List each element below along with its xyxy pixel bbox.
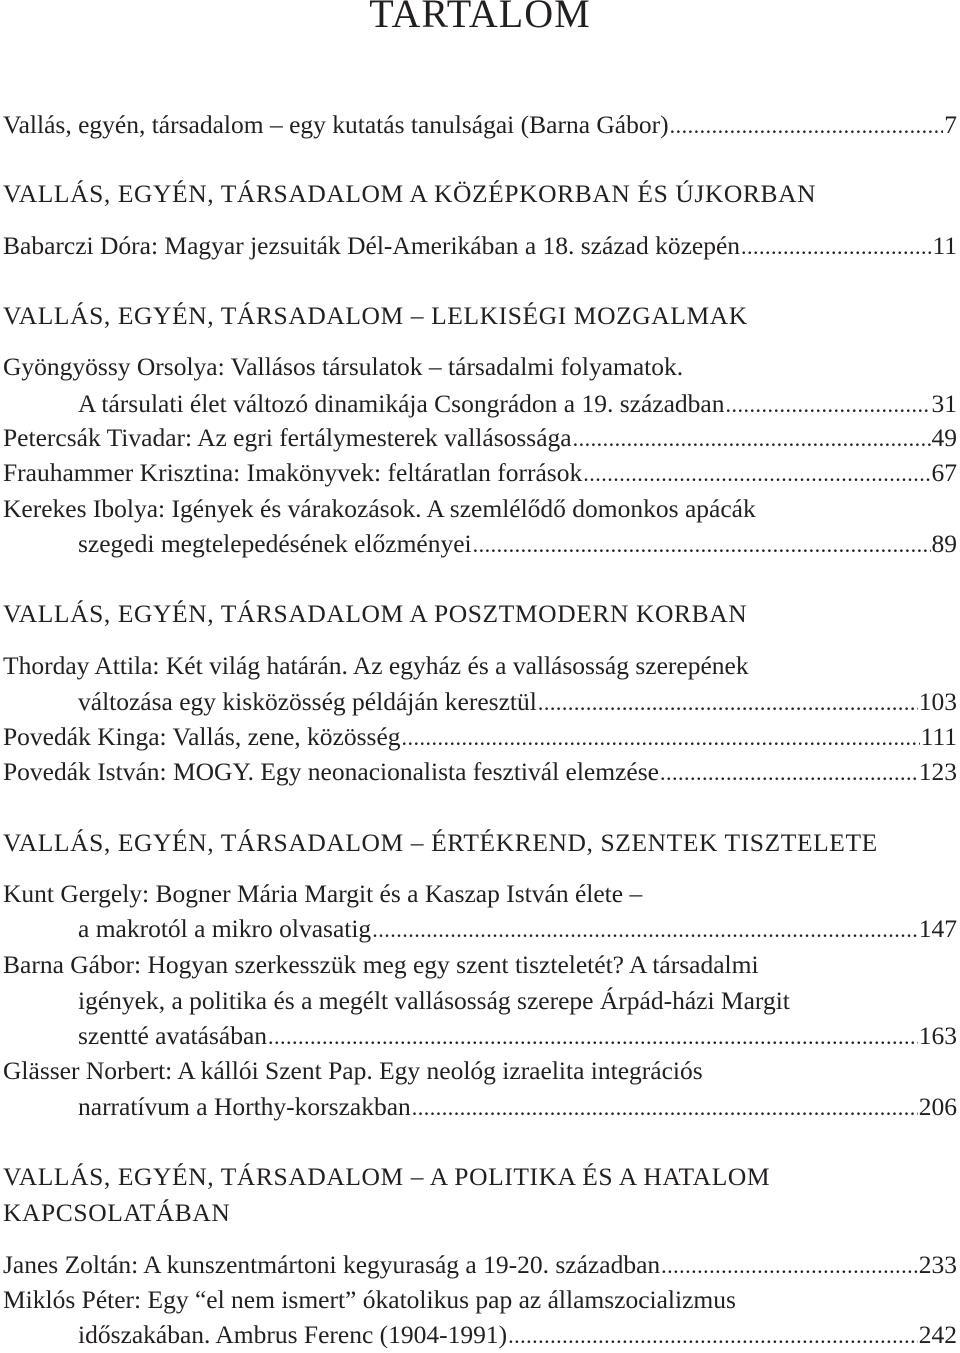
dot-leader [538, 686, 918, 720]
entry-text: szegedi megtelepedésének előzményei [78, 529, 472, 558]
toc-entry[interactable] [3, 108, 957, 142]
dot-leader [372, 913, 918, 947]
toc-entry-line[interactable]: Kunt Gergely: Bogner Mária Margit és a Kaszap István élete – [3, 879, 643, 908]
section-heading: VALLÁS, EGYÉN, TÁRSADALOM – LELKISÉGI MOZGALMAK [3, 301, 748, 330]
toc-entry[interactable] [78, 527, 957, 561]
entry-text: a makrotól a mikro olvasatig [78, 914, 372, 943]
page-number: 49 [931, 423, 957, 452]
toc-entry[interactable] [78, 1090, 957, 1124]
toc-entry[interactable] [78, 1318, 957, 1352]
toc-entry[interactable] [3, 755, 957, 789]
toc-entry[interactable] [78, 1019, 957, 1053]
page-number: 103 [918, 687, 957, 716]
toc-entry[interactable] [78, 912, 957, 946]
dot-leader [412, 1091, 918, 1125]
toc-entry[interactable] [78, 387, 957, 421]
dot-leader [473, 528, 931, 562]
toc-entry[interactable] [78, 685, 957, 719]
toc-entry-line[interactable]: Gyöngyössy Orsolya: Vallásos társulatok – társadalmi folyamatok. [3, 352, 684, 381]
page-title: TARTALOM [369, 0, 591, 36]
page-number: 89 [931, 529, 957, 558]
page-number: 242 [918, 1320, 957, 1349]
dot-leader [661, 1249, 918, 1283]
dot-leader [268, 1020, 918, 1054]
page-number: 31 [931, 389, 957, 418]
toc-entry[interactable] [3, 229, 957, 263]
toc-entry-line[interactable]: Thorday Attila: Két világ határán. Az egyház és a vallásosság szerepének [3, 651, 749, 680]
section-heading: VALLÁS, EGYÉN, TÁRSADALOM – A POLITIKA ÉS A HATALOM [3, 1162, 771, 1191]
page-number: 206 [918, 1092, 957, 1121]
toc-entry-line[interactable]: igények, a politika és a megélt vallásosság szerepe Árpád-házi Margit [78, 986, 790, 1015]
page-number: 111 [920, 722, 957, 751]
page-number: 163 [918, 1021, 957, 1050]
page-number: 233 [918, 1250, 957, 1279]
entry-text: Janes Zoltán: A kunszentmártoni kegyuraság a 19-20. században [3, 1250, 661, 1279]
section-heading: VALLÁS, EGYÉN, TÁRSADALOM A POSZTMODERN KORBAN [3, 599, 748, 628]
toc-entry[interactable] [3, 1248, 957, 1282]
entry-text: Babarczi Dóra: Magyar jezsuiták Dél-Amerikában a 18. század közepén [3, 231, 741, 260]
entry-text: Vallás, egyén, társadalom – egy kutatás tanulságai (Barna Gábor) [3, 110, 669, 139]
entry-text: Petercsák Tivadar: Az egri fertálymesterek vallásossága [3, 423, 572, 452]
section-heading: VALLÁS, EGYÉN, TÁRSADALOM – ÉRTÉKREND, SZENTEK TISZTELETE [3, 828, 878, 857]
dot-leader [670, 109, 944, 143]
toc-entry[interactable] [3, 421, 957, 455]
dot-leader [583, 457, 930, 491]
dot-leader [402, 721, 920, 755]
entry-text: szentté avatásában [78, 1021, 268, 1050]
dot-leader [573, 422, 931, 456]
dot-leader [660, 756, 918, 790]
section-heading: VALLÁS, EGYÉN, TÁRSADALOM A KÖZÉPKORBAN ÉS ÚJKORBAN [3, 179, 817, 208]
entry-text: Povedák István: MOGY. Egy neonacionalista fesztivál elemzése [3, 757, 659, 786]
entry-text: A társulati élet változó dinamikája Csongrádon a 19. században [78, 389, 725, 418]
dot-leader [726, 388, 931, 422]
dot-leader [741, 230, 931, 264]
entry-text: változása egy kisközösség példáján keresztül [78, 687, 537, 716]
entry-text: Frauhammer Krisztina: Imakönyvek: feltáratlan források [3, 458, 583, 487]
page-number: 7 [944, 110, 957, 139]
toc-entry[interactable] [3, 720, 957, 754]
page-number: 11 [932, 231, 957, 260]
section-heading-continued: KAPCSOLATÁBAN [3, 1198, 231, 1227]
toc-entry-line[interactable]: Barna Gábor: Hogyan szerkesszük meg egy szent tiszteletét? A társadalmi [3, 950, 759, 979]
entry-text: narratívum a Horthy-korszakban [78, 1092, 411, 1121]
entry-text: Povedák Kinga: Vallás, zene, közösség [3, 722, 401, 751]
page-number: 147 [918, 914, 957, 943]
page-number: 123 [918, 757, 957, 786]
toc-entry[interactable] [3, 456, 957, 490]
entry-text: időszakában. Ambrus Ferenc (1904-1991) [78, 1320, 508, 1349]
toc-entry-line[interactable]: Miklós Péter: Egy “el nem ismert” ókatolikus pap az államszocializmus [3, 1285, 736, 1314]
dot-leader [508, 1319, 918, 1353]
toc-entry-line[interactable]: Glässer Norbert: A kállói Szent Pap. Egy neológ izraelita integrációs [3, 1056, 703, 1085]
toc-entry-line[interactable]: Kerekes Ibolya: Igények és várakozások. A szemlélődő domonkos apácák [3, 494, 756, 523]
page-number: 67 [931, 458, 957, 487]
